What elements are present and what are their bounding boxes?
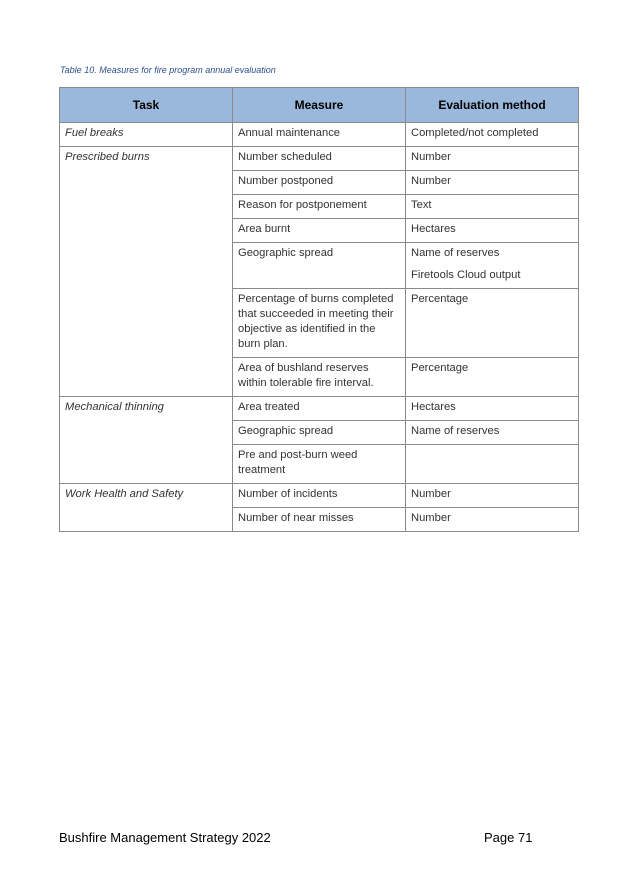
measure-cell: Pre and post-burn weed treatment xyxy=(233,445,406,484)
measure-cell: Number of incidents xyxy=(233,484,406,508)
measure-cell: Number postponed xyxy=(233,171,406,195)
method-cell xyxy=(406,243,579,289)
method-cell: Percentage xyxy=(406,358,579,397)
measure-cell: Geographic spread xyxy=(233,243,406,289)
method-cell xyxy=(406,445,579,484)
table-row xyxy=(60,147,579,171)
measure-cell: Area burnt xyxy=(233,219,406,243)
method-cell: Completed/not completed xyxy=(406,123,579,147)
measure-cell: Reason for postponement xyxy=(233,195,406,219)
header-task: Task xyxy=(60,88,233,123)
method-cell: Number xyxy=(406,508,579,532)
measure-cell: Area treated xyxy=(233,397,406,421)
task-cell: Fuel breaks xyxy=(60,123,233,147)
task-cell: Work Health and Safety xyxy=(60,484,233,532)
task-cell: Mechanical thinning xyxy=(60,397,233,484)
method-cell: Number xyxy=(406,171,579,195)
measure-cell: Percentage of burns completed that succeeded in meeting their objective as identified in the burn plan. xyxy=(233,289,406,358)
method-line: Firetools Cloud output xyxy=(411,269,521,281)
footer-page-number: Page 71 xyxy=(484,830,533,845)
method-line: Name of reserves xyxy=(411,247,500,259)
method-cell: Hectares xyxy=(406,397,579,421)
measure-cell: Number of near misses xyxy=(233,508,406,532)
measure-cell: Annual maintenance xyxy=(233,123,406,147)
method-cell: Hectares xyxy=(406,219,579,243)
table-row xyxy=(60,484,579,508)
method-cell: Number xyxy=(406,147,579,171)
measure-cell: Number scheduled xyxy=(233,147,406,171)
task-cell: Prescribed burns xyxy=(60,147,233,397)
footer-document-title: Bushfire Management Strategy 2022 xyxy=(59,830,271,845)
header-evaluation-method: Evaluation method xyxy=(406,88,579,123)
table-header-row xyxy=(60,88,579,123)
table-caption: Table 10. Measures for fire program annual evaluation xyxy=(60,65,276,75)
measure-cell: Geographic spread xyxy=(233,421,406,445)
method-cell: Number xyxy=(406,484,579,508)
header-measure: Measure xyxy=(233,88,406,123)
table-row xyxy=(60,397,579,421)
measure-cell: Area of bushland reserves within tolerable fire interval. xyxy=(233,358,406,397)
method-cell: Name of reserves xyxy=(406,421,579,445)
method-cell: Text xyxy=(406,195,579,219)
method-cell: Percentage xyxy=(406,289,579,358)
table-row xyxy=(60,123,579,147)
evaluation-table xyxy=(59,87,579,532)
